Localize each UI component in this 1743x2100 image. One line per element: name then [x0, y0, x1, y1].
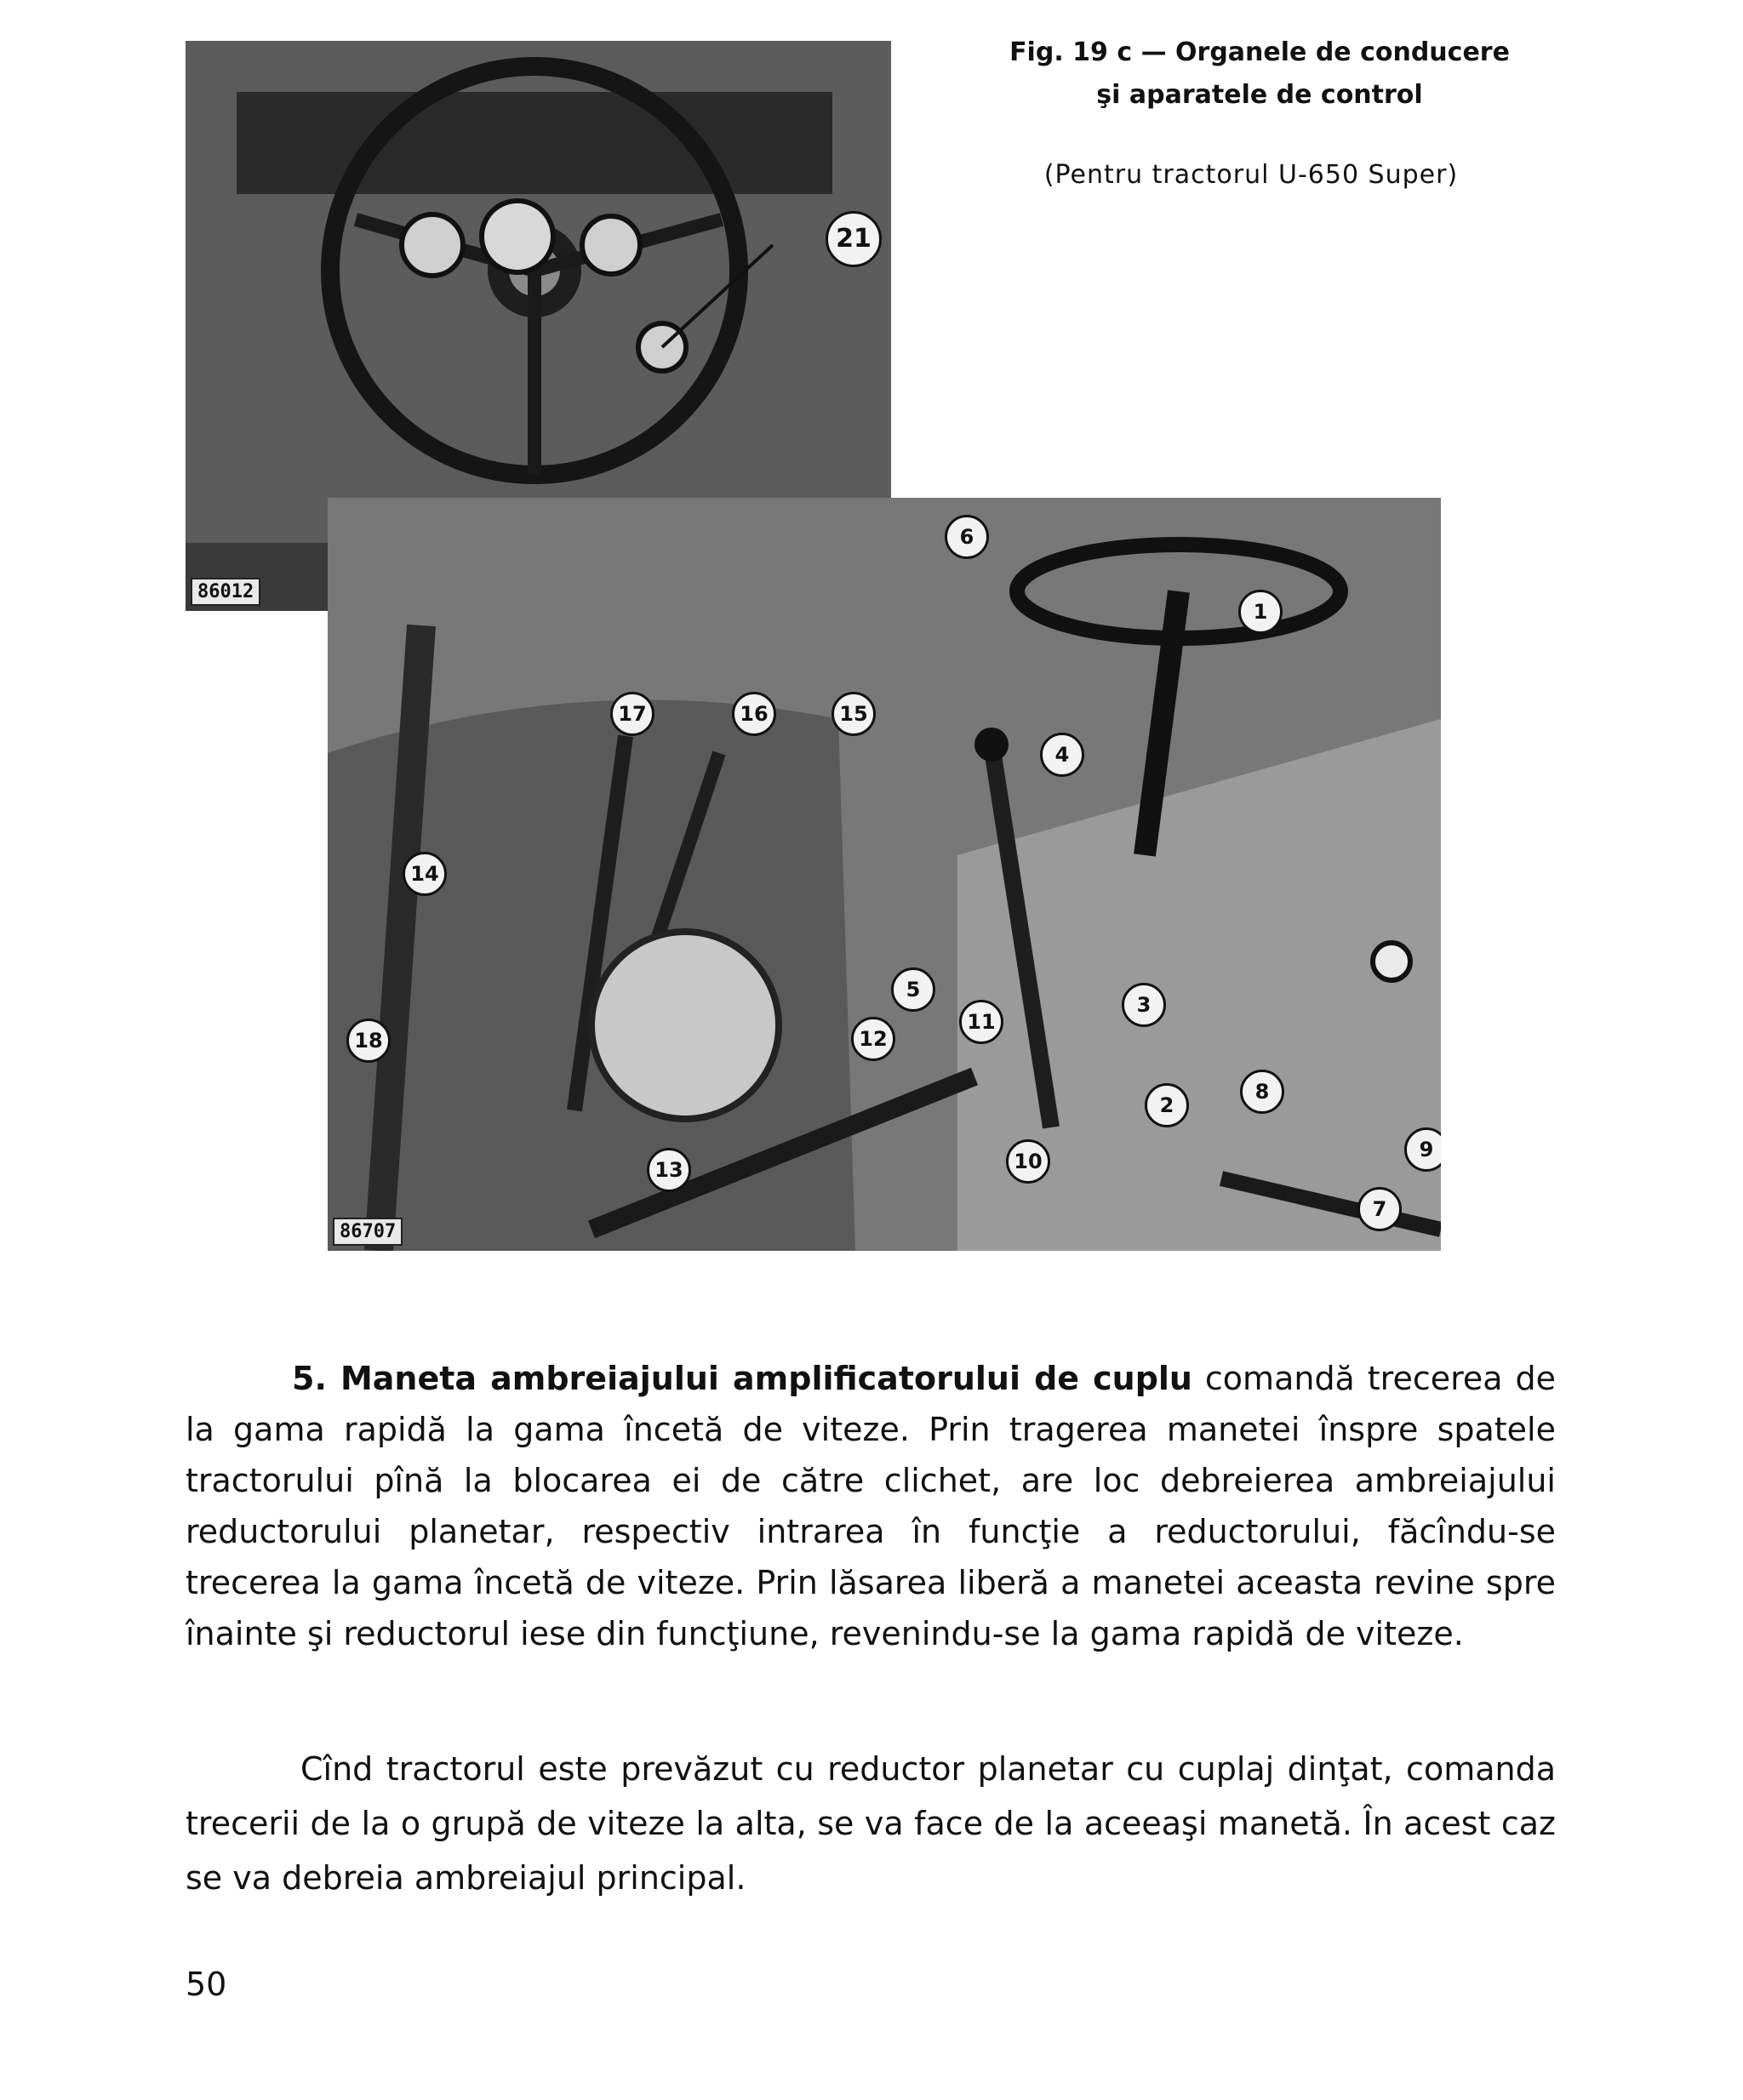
- callout-12: 12: [851, 1017, 895, 1061]
- callout-9: 9: [1404, 1127, 1441, 1172]
- callout-5: 5: [891, 967, 935, 1012]
- callout-7: 7: [1357, 1187, 1402, 1231]
- figure-caption-subtitle: şi aparatele de control: [1096, 80, 1423, 110]
- controls-photo: [328, 498, 1441, 1251]
- callout-14: 14: [403, 852, 447, 896]
- callout-11: 11: [959, 1000, 1003, 1044]
- callout-18: 18: [346, 1019, 391, 1063]
- callout-4: 4: [1040, 733, 1084, 777]
- callout-16: 16: [732, 692, 776, 736]
- figure-caption-note: (Pentru tractorul U-650 Super): [1043, 160, 1459, 190]
- callout-1: 1: [1238, 590, 1283, 634]
- callout-13: 13: [647, 1148, 691, 1192]
- page-number: 50: [186, 1966, 227, 2003]
- photo-code: 86012: [191, 578, 260, 606]
- callout-17: 17: [610, 692, 654, 736]
- callout-21: 21: [826, 211, 882, 267]
- paragraph-body: comandă trecerea de la gama rapidă la gama încetă de viteze. Prin tragerea manetei înspre spatele tractorului pînă la blocarea ei de către clichet, are loc debreierea ambreiajului reductorului planetar, respectiv intrarea în funcţie a reductorului, făcîndu-se trecerea la gama încetă de viteze. Prin lăsarea liberă a manetei aceasta revine spre înainte şi reductorul iese din funcţiune, revenindu-se la gama rapidă de viteze.: [186, 1360, 1556, 1652]
- paragraph-heading: 5. Maneta ambreiajului amplificatorului de cuplu: [292, 1360, 1192, 1397]
- callout-3: 3: [1122, 983, 1166, 1027]
- paragraph-clutch-lever: [186, 1353, 1556, 1659]
- figure-caption-title: Fig. 19 c — Organele de conducere: [1009, 37, 1510, 67]
- callout-10: 10: [1006, 1139, 1050, 1184]
- paragraph-planetary-reducer: Cînd tractorul este prevăzut cu reductor planetar cu cuplaj dinţat, comanda trecerii de la o grupă de viteze la alta, se va face de la aceeaşi manetă. În acest caz se va debreia ambreiajul principal.: [186, 1750, 1556, 1897]
- callout-2: 2: [1145, 1083, 1189, 1127]
- callout-15: 15: [831, 692, 876, 736]
- callout-8: 8: [1240, 1070, 1284, 1114]
- callout-6: 6: [945, 515, 989, 559]
- photo-code: 86707: [333, 1218, 403, 1246]
